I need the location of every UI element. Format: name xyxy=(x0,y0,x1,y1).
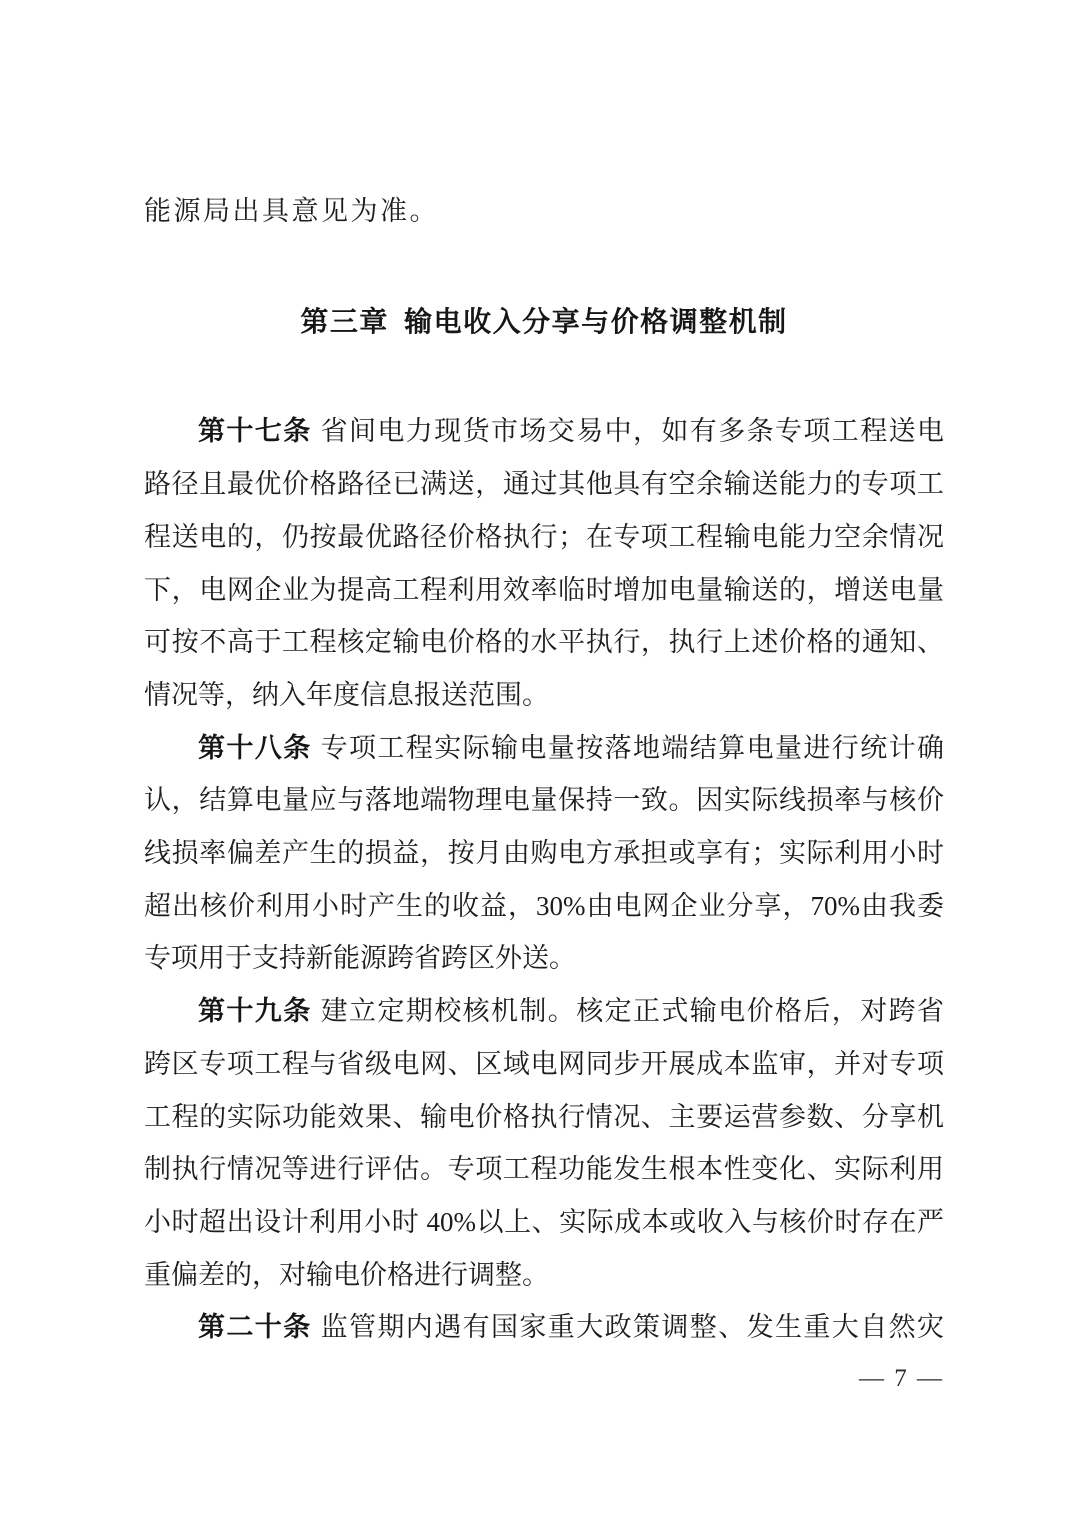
text-line: 第二十条 监管期内遇有国家重大政策调整、发生重大自然灾 xyxy=(198,1312,945,1343)
text-line: 第十七条 省间电力现货市场交易中，如有多条专项工程送电 xyxy=(198,416,945,447)
text-line: 小时超出设计利用小时 40%以上、实际成本或收入与核价时存在严 xyxy=(144,1206,944,1237)
text-line: 路径且最优价格路径已满送，通过其他具有空余输送能力的专项工 xyxy=(144,469,944,500)
text-line: 工程的实际功能效果、输电价格执行情况、主要运营参数、分享机 xyxy=(144,1101,944,1132)
article-number-marker: 第十九条 xyxy=(198,996,312,1027)
intro-continuation-line: 能源局出具意见为准。 xyxy=(144,196,439,226)
text-line: 第十八条 专项工程实际输电量按落地端结算电量进行统计确 xyxy=(198,732,945,763)
text-line: 情况等，纳入年度信息报送范围。 xyxy=(144,679,549,710)
text-line: 程送电的，仍按最优路径价格执行；在专项工程输电能力空余情况 xyxy=(144,521,944,552)
article-number-marker: 第十七条 xyxy=(198,416,312,447)
text-line: 超出核价利用小时产生的收益，30%由电网企业分享，70%由我委 xyxy=(144,890,944,921)
text-line: 可按不高于工程核定输电价格的水平执行，执行上述价格的通知、 xyxy=(144,627,944,658)
text-line: 制执行情况等进行评估。专项工程功能发生根本性变化、实际利用 xyxy=(144,1154,944,1185)
text-line: 认，结算电量应与落地端物理电量保持一致。因实际线损率与核价 xyxy=(144,785,944,816)
text-line: 重偏差的，对输电价格进行调整。 xyxy=(144,1259,549,1290)
text-line: 专项用于支持新能源跨省跨区外送。 xyxy=(144,943,576,974)
chapter-heading: 第三章 输电收入分享与价格调整机制 xyxy=(300,305,788,337)
article-body xyxy=(144,405,944,1354)
article-number-marker: 第十八条 xyxy=(198,732,312,763)
page-number: — 7 — xyxy=(859,1365,944,1393)
text-line: 跨区专项工程与省级电网、区域电网同步开展成本监审，并对专项 xyxy=(144,1048,944,1079)
article-number-marker: 第二十条 xyxy=(198,1312,312,1343)
text-line: 下，电网企业为提高工程利用效率临时增加电量输送的，增送电量 xyxy=(144,574,944,605)
text-line: 线损率偏差产生的损益，按月由购电方承担或享有；实际利用小时 xyxy=(144,838,944,869)
text-line: 第十九条 建立定期校核机制。核定正式输电价格后，对跨省 xyxy=(198,996,945,1027)
